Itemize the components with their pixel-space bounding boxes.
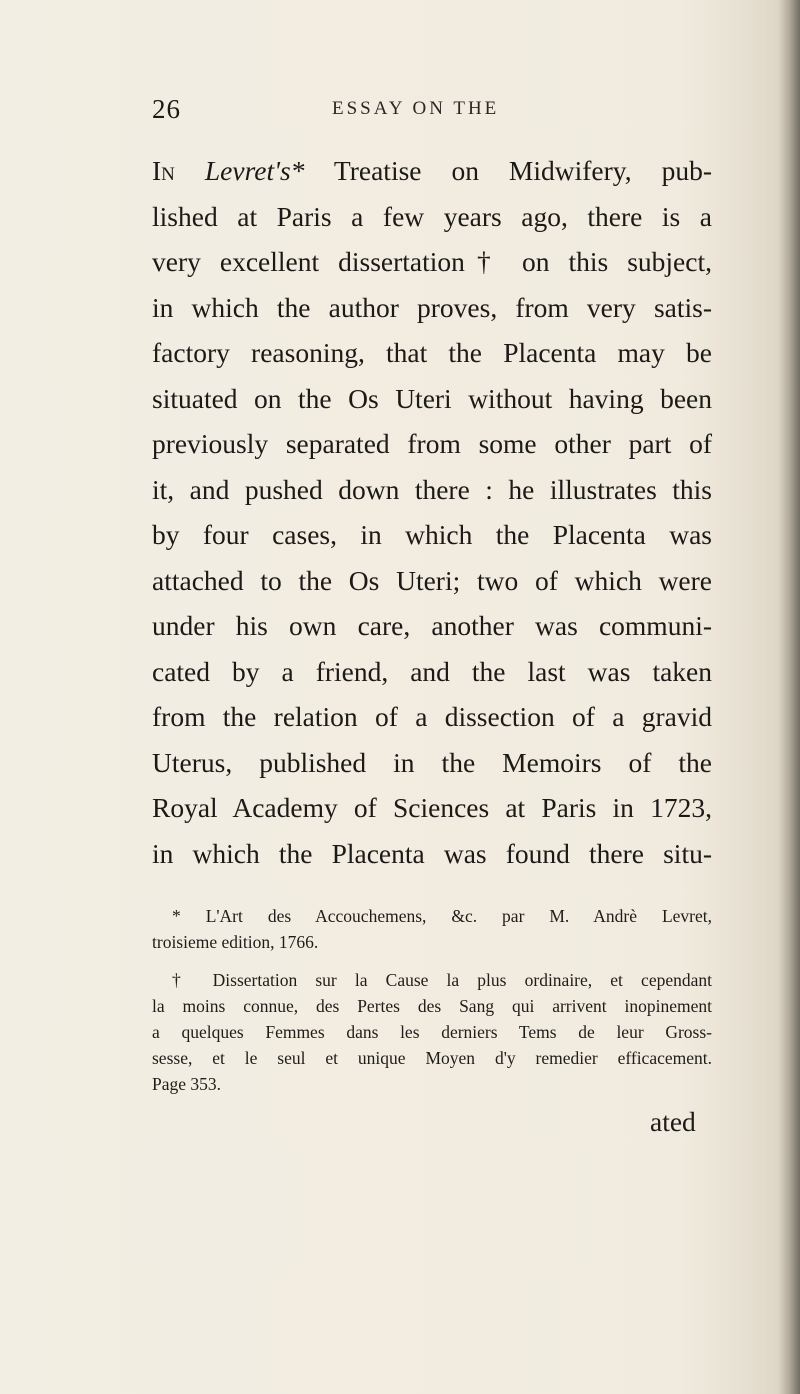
body-line: attached to the Os Uteri; two of which were: [152, 564, 712, 596]
body-line: very excellent dissertation† on this subject,: [152, 246, 712, 277]
author-name: Levret's*: [204, 155, 305, 186]
footnote-asterisk: [152, 903, 712, 955]
body-line: cated by a friend, and the last was taken: [152, 655, 712, 687]
body-line: by four cases, in which the Placenta was: [152, 519, 712, 550]
footnote-line: troisieme edition, 1766.: [152, 932, 319, 952]
footnote-line: Page 353.: [152, 1074, 222, 1094]
body-line: in which the Placenta was found there situ-: [152, 837, 712, 869]
footnote-line: la moins connue, des Pertes des Sang qui arrivent inopinement: [152, 996, 712, 1016]
body-line: in which the author proves, from very satis-: [152, 291, 712, 323]
body-line-rest: Treatise on Midwifery, pub-: [333, 155, 712, 186]
body-line: factory reasoning, that the Placenta may be: [152, 337, 712, 368]
page-header: [152, 94, 712, 134]
footnotes: [152, 903, 712, 1109]
catchword: ated: [650, 1106, 696, 1137]
body-line: it, and pushed down there : he illustrates this: [152, 473, 712, 505]
body-line: lished at Paris a few years ago, there is a: [152, 200, 712, 232]
body-line: [152, 148, 712, 194]
footnote-line: a quelques Femmes dans les derniers Tems de leur Gross-: [152, 1022, 712, 1042]
running-head: ESSAY ON THE: [332, 98, 500, 119]
body-line: previously separated from some other part of: [152, 428, 712, 459]
body-line: from the relation of a dissection of a gravid: [152, 701, 712, 732]
body-line-opening-word: In: [152, 155, 175, 186]
footnote-line: sesse, et le seul et unique Moyen d'y remedier efficacement.: [152, 1048, 712, 1068]
footnote-line: † Dissertation sur la Cause la plus ordinaire, et cependant: [172, 970, 712, 990]
body-text: [152, 148, 712, 876]
body-line: under his own care, another was communi-: [152, 610, 712, 641]
body-line: Royal Academy of Sciences at Paris in 1723,: [152, 792, 712, 823]
footnote-dagger: [152, 967, 712, 1097]
body-line: situated on the Os Uteri without having been: [152, 382, 712, 414]
binding-edge: [778, 0, 800, 1394]
body-line: Uterus, published in the Memoirs of the: [152, 746, 712, 778]
page-number: 26: [152, 94, 181, 124]
footnote-line: * L'Art des Accouchemens, &c. par M. Andrè Levret,: [172, 906, 712, 926]
